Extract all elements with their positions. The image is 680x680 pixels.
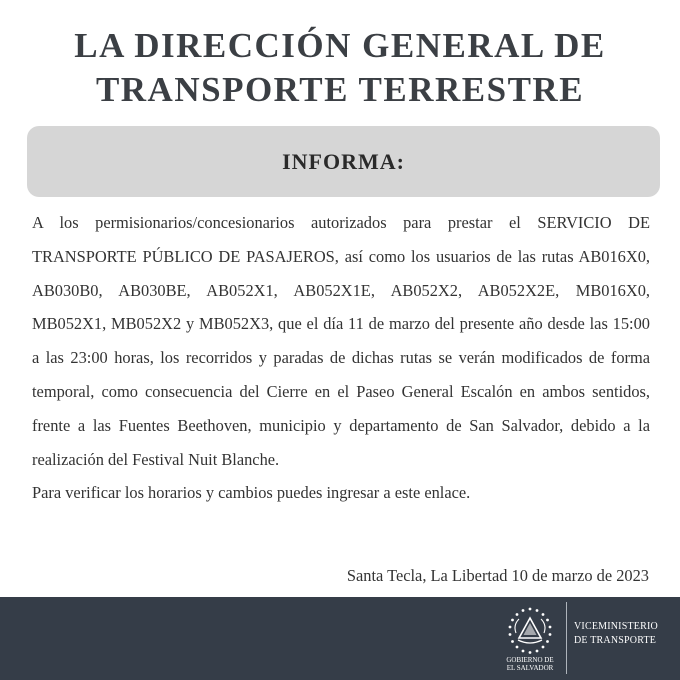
viceministerio-label: [574, 620, 674, 648]
title-line-1: LA DIRECCIÓN GENERAL DE: [74, 26, 606, 65]
footer-divider: [566, 602, 567, 674]
notice-title: [0, 24, 680, 112]
notice-body: [32, 206, 650, 510]
informa-banner: [27, 126, 660, 197]
date-line: Santa Tecla, La Libertad 10 de marzo de 2023: [346, 566, 649, 585]
notice-paragraph-1: A los permisionarios/concesionarios autorizados para prestar el SERVICIO DE TRANSPORTE PÚBLICO DE PASAJEROS, así como los usuarios de las rutas AB016X0, AB030B0, AB030BE, AB052X1, AB052X1E, AB052X2, AB052X2E, MB016X0, MB052X1, MB052X2 y MB052X3, que el día 11 de marzo del presente año desde las 15:00 a las 23:00 horas, los recorridos y paradas de dichas rutas se verán modificados de forma temporal, como consecuencia del Cierre en el Paseo General Escalón en ambos sentidos, frente a las Fuentes Beethoven, municipio y departamento de San Salvador, debido a la realización del Festival Nuit Blanche.: [32, 213, 650, 469]
gobierno-line-1: GOBIERNO DE: [506, 656, 554, 664]
gobierno-label: [494, 656, 566, 672]
notice-paragraph-2: Para verificar los horarios y cambios puedes ingresar a este enlace.: [32, 483, 471, 503]
viceministerio-line-2: DE TRANSPORTE: [574, 635, 657, 646]
viceministerio-line-1: VICEMINISTERIO: [574, 621, 658, 632]
informa-label: INFORMA:: [282, 148, 405, 174]
gobierno-line-2: EL SALVADOR: [506, 664, 554, 672]
el-salvador-emblem-icon: [504, 605, 556, 657]
title-line-2: TRANSPORTE TERRESTRE: [95, 70, 585, 109]
